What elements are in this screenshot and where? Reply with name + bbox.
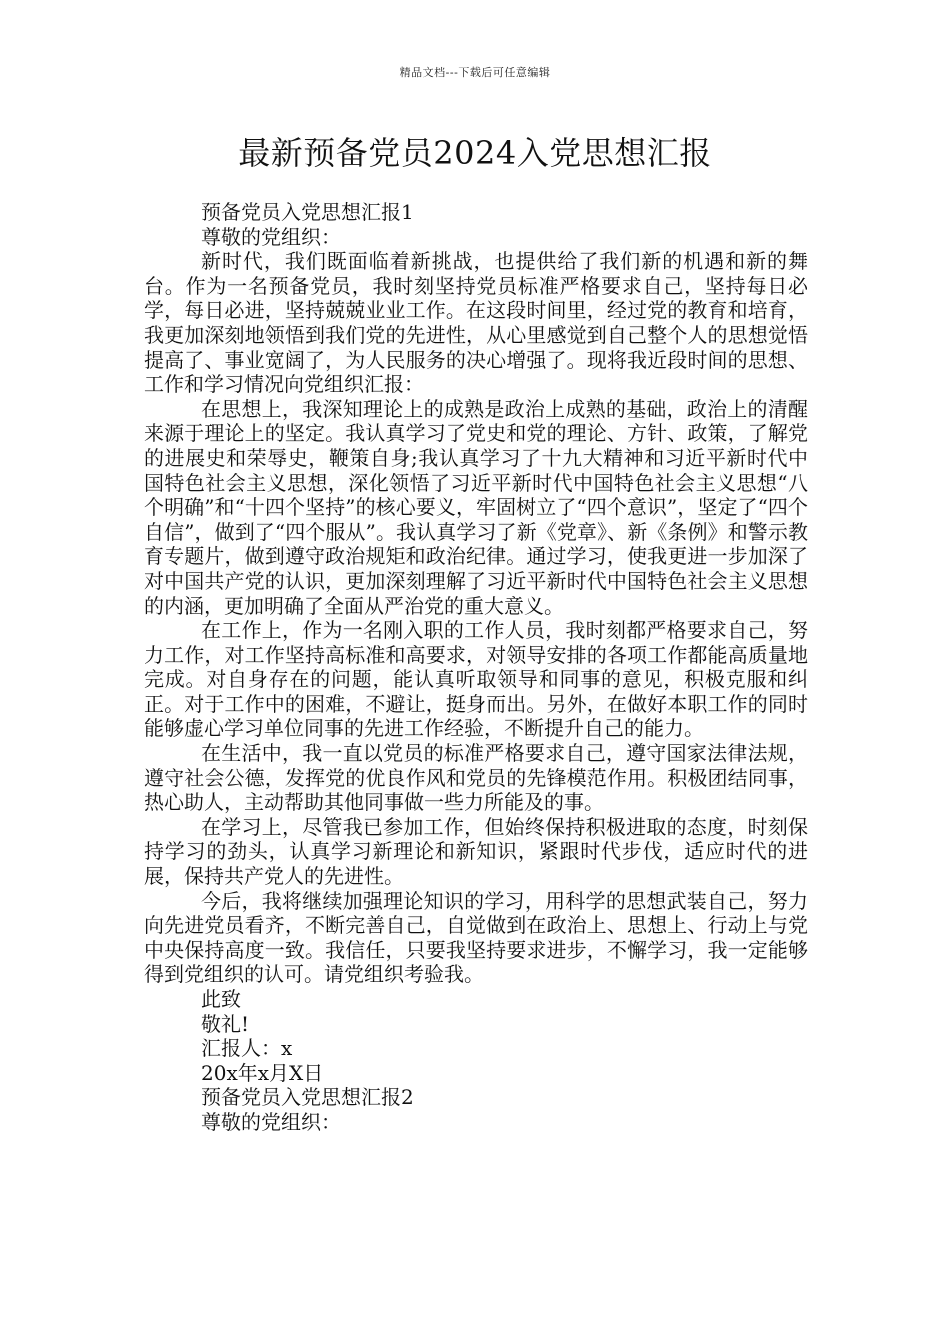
report2-heading: 预备党员入党思想汇报2 bbox=[201, 1085, 414, 1110]
report1-heading: 预备党员入党思想汇报1 bbox=[201, 200, 414, 224]
report1-paragraph: 今后，我将继续加强理论知识的学习，用科学的思想武装自己，努力向先进党员看齐，不断完善自己，自觉做到在政治上、思想上、行动上与党中央保持高度一致。我信任，只要我坚持要求进步，不懈学习，我一定能够得到党组织的认可。请党组织考验我。 bbox=[144, 888, 808, 987]
closing-line-1: 此致 bbox=[201, 987, 241, 1011]
report2-salutation: 尊敬的党组织： bbox=[201, 1109, 341, 1134]
report1-paragraph: 新时代，我们既面临着新挑战，也提供给了我们新的机遇和新的舞台。作为一名预备党员，我时刻坚持党员标准严格要求自己，坚持每日必学，每日必进，坚持兢兢业业工作。在这段时间里，经过党的教育和培育，我更加深刻地领悟到我们党的先进性，从心里感觉到自己整个人的思想觉悟提高了、事业宽阔了，为人民服务的决心增强了。现将我近段时间的思想、工作和学习情况向党组织汇报： bbox=[144, 249, 808, 397]
date-line: 20x年x月X日 bbox=[201, 1060, 324, 1085]
closing-line-2: 敬礼! bbox=[201, 1011, 250, 1036]
page-header: 精品文档---下载后可任意编辑 bbox=[399, 66, 551, 79]
report1-paragraph: 在工作上，作为一名刚入职的工作人员，我时刻都严格要求自己，努力工作，对工作坚持高标准和高要求，对领导安排的各项工作都能高质量地完成。对自身存在的问题，能认真听取领导和同事的意见，积极克服和纠正。对于工作中的困难，不避让，挺身而出。另外，在做好本职工作的同时能够虚心学习单位同事的先进工作经验，不断提升自己的能力。 bbox=[144, 618, 808, 741]
report1-paragraph: 在生活中，我一直以党员的标准严格要求自己，遵守国家法律法规，遵守社会公德，发挥党的优良作风和党员的先锋模范作用。积极团结同事，热心助人，主动帮助其他同事做一些力所能及的事。 bbox=[144, 741, 808, 815]
report1-salutation: 尊敬的党组织： bbox=[201, 224, 341, 249]
document-title: 最新预备党员2024入党思想汇报 bbox=[238, 134, 712, 172]
reporter-line: 汇报人：x bbox=[201, 1036, 293, 1061]
report1-paragraph: 在思想上，我深知理论上的成熟是政治上成熟的基础，政治上的清醒来源于理论上的坚定。我认真学习了党史和党的理论、方针、政策，了解党的进展史和荣辱史，鞭策自身;我认真学习了十九大精神和习近平新时代中国特色社会主义思想，深化领悟了习近平新时代中国特色社会主义思想“八个明确”和“十四个坚持”的核心要义，牢固树立了“四个意识”，坚定了“四个自信”，做到了“四个服从”。我认真学习了新《党章》、新《条例》和警示教育专题片，做到遵守政治规矩和政治纪律。通过学习，使我更进一步加深了对中国共产党的认识，更加深刻理解了习近平新时代中国特色社会主义思想的内涵，更加明确了全面从严治党的重大意义。 bbox=[144, 396, 808, 618]
report1-paragraph: 在学习上，尽管我已参加工作，但始终保持积极进取的态度，时刻保持学习的劲头，认真学习新理论和新知识，紧跟时代步伐，适应时代的进展，保持共产党人的先进性。 bbox=[144, 814, 808, 889]
document-body bbox=[144, 200, 808, 1135]
